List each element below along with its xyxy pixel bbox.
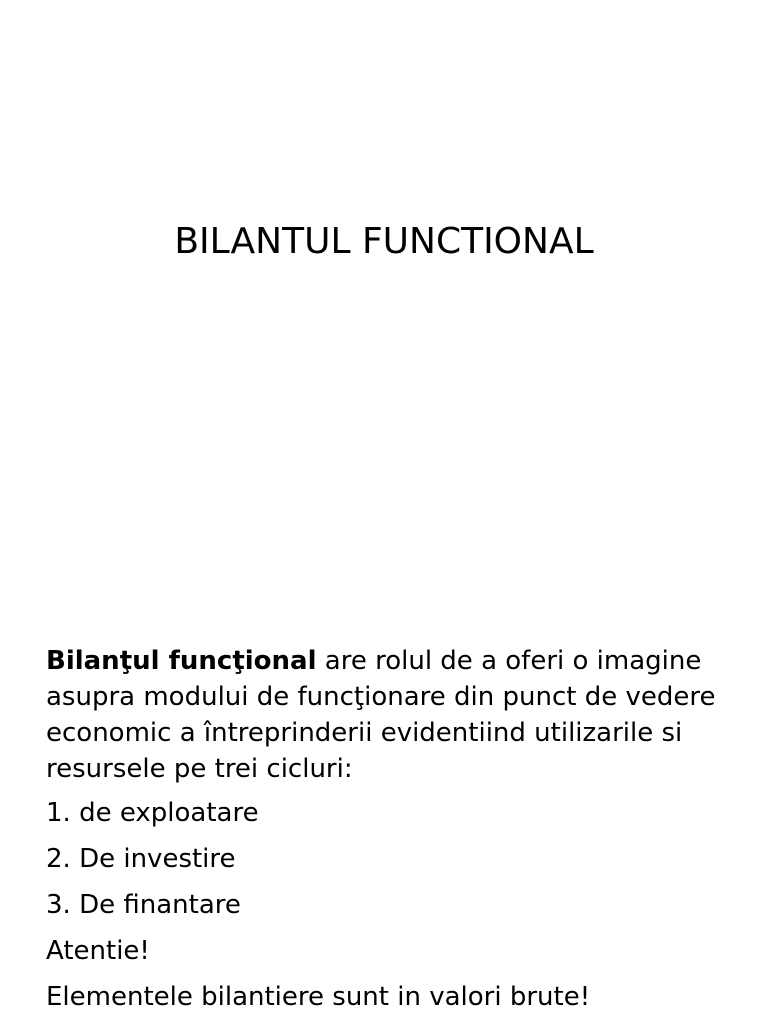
intro-bold-term: Bilanţul funcţional <box>46 646 317 676</box>
list-item: 1. de exploatare <box>46 798 259 828</box>
intro-rest-text: are rolul de a oferi o imagine asupra modului de funcţionare din punct de vedere economic a întreprinderii evidentiind utilizarile si resursele pe trei cicluri: <box>46 646 716 784</box>
note-heading: Atentie! <box>46 936 150 966</box>
note-text: Elementele bilantiere sunt in valori brute! <box>46 982 591 1012</box>
slide-title: BILANTUL FUNCTIONAL <box>174 221 594 262</box>
intro-paragraph <box>46 643 736 787</box>
list-item: 3. De finantare <box>46 890 241 920</box>
slide-body <box>46 643 736 1024</box>
list-item: 2. De investire <box>46 844 236 874</box>
